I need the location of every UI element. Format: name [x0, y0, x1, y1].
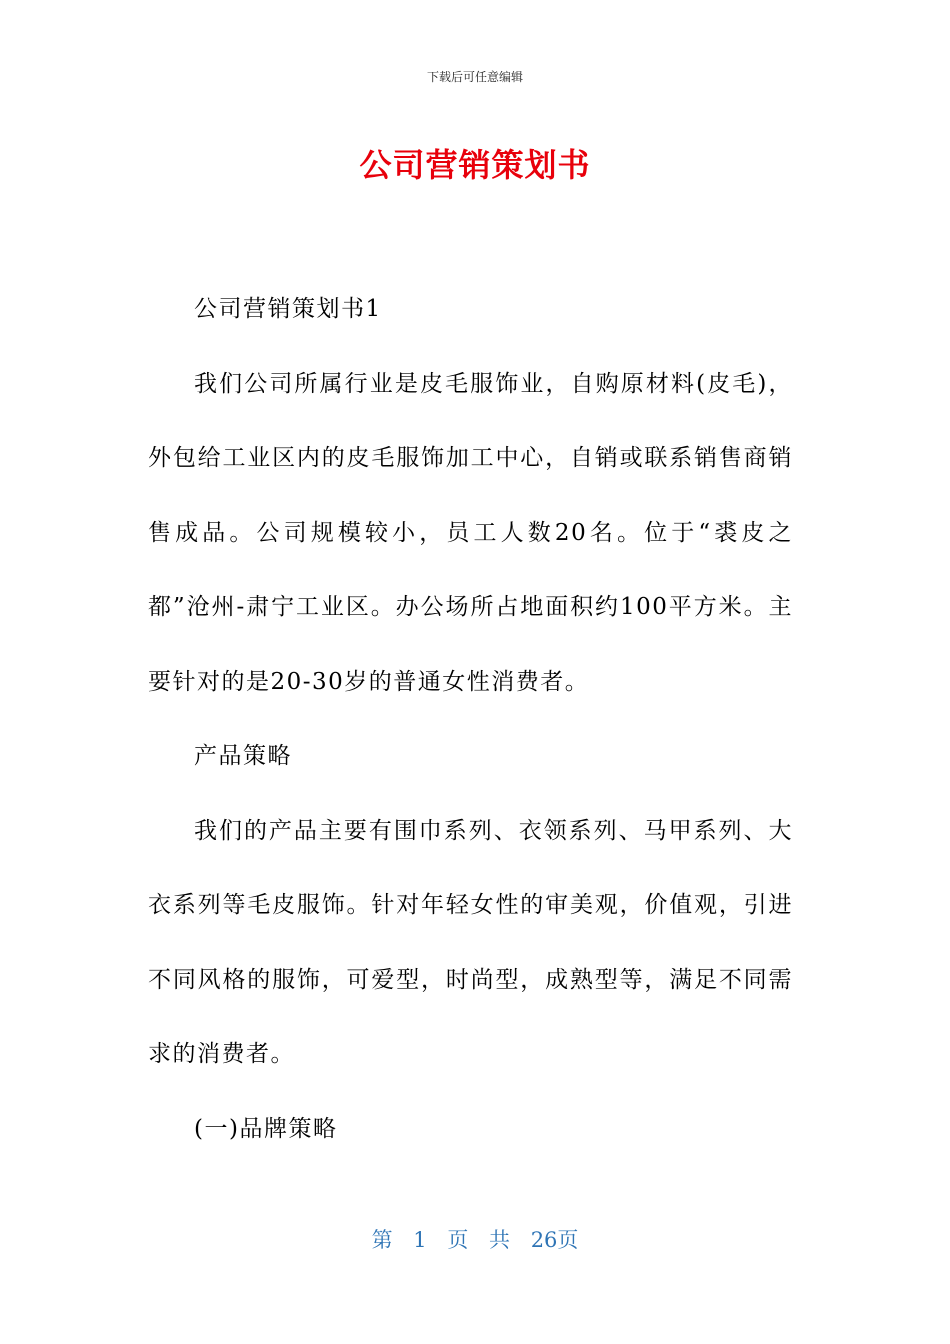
document-title: 公司营销策划书 [359, 146, 591, 184]
paragraph-heading-brand: (一)品牌策略 [194, 1115, 338, 1142]
paragraph-subtitle: 公司营销策划书1 [194, 296, 382, 322]
paragraph-heading-product: 产品策略 [194, 743, 292, 769]
paragraph-company-intro: 我们公司所属行业是皮毛服饰业，自购原材料(皮毛)，外包给工业区内的皮毛服饰加工中心，自销或联系销售商销售成品。公司规模较小，员工人数20名。位于“裘皮之都”沧州-肃宁工业区。办公场所占地面积约100平方米。主要针对的是20-30岁的普通女性消费者。 [148, 370, 793, 695]
footer-total-pages: 26页 [530, 1228, 579, 1252]
page-footer [0, 1224, 950, 1254]
footer-label-di: 第 [371, 1228, 393, 1252]
paragraph-product-description: 我们的产品主要有围巾系列、衣领系列、马甲系列、大衣系列等毛皮服饰。针对年轻女性的审美观，价值观，引进不同风格的服饰，可爱型，时尚型，成熟型等，满足不同需求的消费者。 [148, 817, 793, 1067]
footer-label-gong: 共 [489, 1228, 510, 1252]
document-body [148, 272, 793, 1166]
footer-current-page: 1 [413, 1228, 427, 1252]
header-note: 下载后可任意编辑 [426, 70, 523, 84]
footer-label-ye: 页 [447, 1228, 469, 1252]
